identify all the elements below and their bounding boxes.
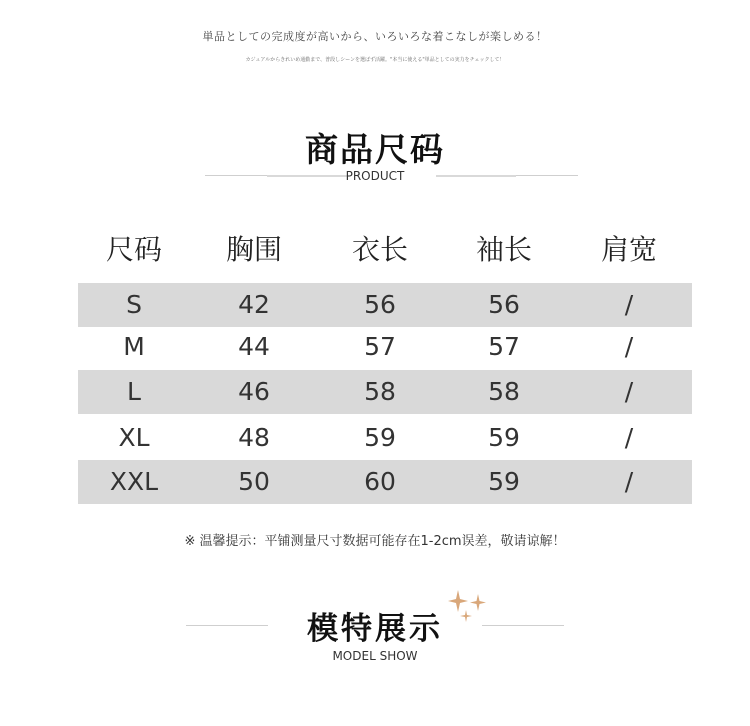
cell-size: XL <box>118 423 150 452</box>
cell-length: 56 <box>364 290 396 319</box>
cell-size: M <box>123 332 145 361</box>
cell-shoulder: / <box>624 467 634 496</box>
cell-sleeve: 59 <box>488 423 520 452</box>
japanese-tagline: 単品としての完成度が高いから、いろいろな着こなしが楽しめる！ <box>202 30 548 43</box>
cell-chest: 42 <box>238 290 270 319</box>
cell-length: 58 <box>364 377 396 406</box>
cell-sleeve: 59 <box>488 467 520 496</box>
header-length: 衣长 <box>351 233 408 266</box>
table-row <box>78 283 692 327</box>
header-shoulder: 肩宽 <box>600 233 657 266</box>
table-row <box>78 460 692 504</box>
section-subtitle: PRODUCT <box>345 169 405 183</box>
cell-length: 60 <box>364 467 396 496</box>
section-subtitle-row <box>0 169 750 185</box>
cell-size: XXL <box>109 467 159 496</box>
cell-sleeve: 56 <box>488 290 520 319</box>
cell-length: 57 <box>364 332 396 361</box>
cell-shoulder: / <box>624 423 634 452</box>
model-section-subtitle: MODEL SHOW <box>332 649 418 663</box>
table-row <box>78 325 692 369</box>
header-sleeve: 袖长 <box>475 233 532 266</box>
measurement-note: ※ 温馨提示：平铺测量尺寸数据可能存在1-2cm误差，敬请谅解！ <box>184 534 566 549</box>
cell-shoulder: / <box>624 377 634 406</box>
cell-length: 59 <box>364 423 396 452</box>
table-header <box>78 228 692 276</box>
cell-shoulder: / <box>624 290 634 319</box>
table-row <box>78 370 692 414</box>
cell-chest: 44 <box>238 332 270 361</box>
section-title: 商品尺码 <box>305 130 445 169</box>
cell-chest: 46 <box>238 377 270 406</box>
model-divider-right <box>482 625 564 626</box>
japanese-subtext: カジュアルからきれいめ通勤まで、普段しシーンを選ばず活躍。"本当に使える"単品としての実力をチェックして！ <box>245 57 505 63</box>
table-row <box>78 416 692 460</box>
header-size: 尺码 <box>105 233 162 266</box>
cell-size: S <box>126 290 142 319</box>
cell-sleeve: 57 <box>488 332 520 361</box>
cell-chest: 50 <box>238 467 270 496</box>
cell-size: L <box>127 377 141 406</box>
cell-chest: 48 <box>238 423 270 452</box>
cell-shoulder: / <box>624 332 634 361</box>
sparkle-icon <box>444 586 492 626</box>
cell-sleeve: 58 <box>488 377 520 406</box>
header-chest: 胸围 <box>225 233 282 266</box>
model-section-title: 模特展示 <box>307 611 443 647</box>
divider-right-outer <box>516 175 578 176</box>
divider-right-inner <box>436 175 516 177</box>
